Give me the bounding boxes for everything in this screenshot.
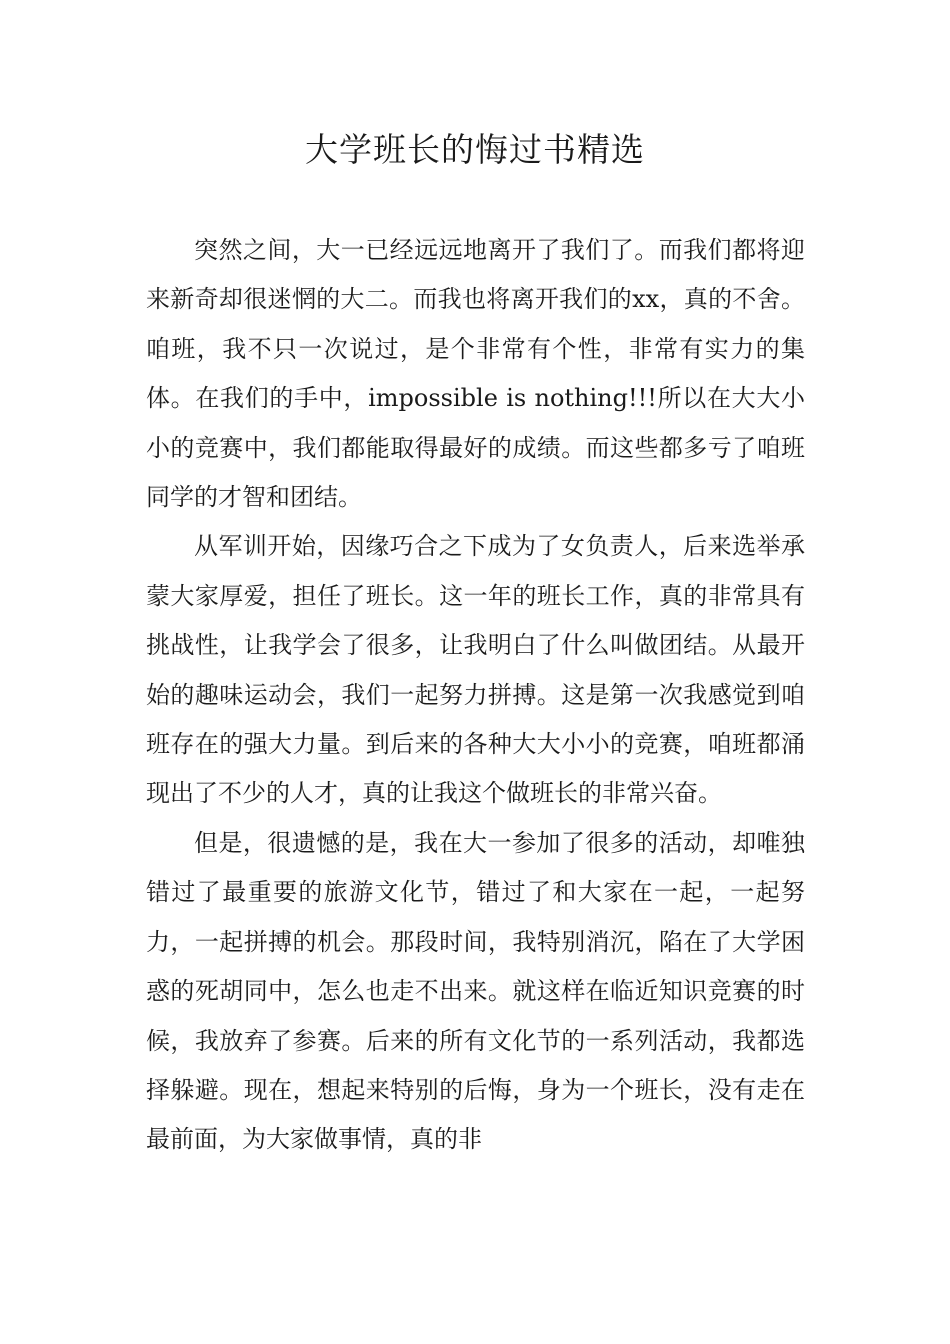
document-body	[146, 226, 805, 1165]
paragraph-1: 突然之间，大一已经远远地离开了我们了。而我们都将迎来新奇却很迷惘的大二。而我也将离开我们的xx，真的不舍。咱班，我不只一次说过，是个非常有个性，非常有实力的集体。在我们的手中，impossible is nothing!!!所以在大大小小的竞赛中，我们都能取得最好的成绩。而这些都多亏了咱班同学的才智和团结。	[146, 236, 805, 512]
paragraph-3: 但是，很遗憾的是，我在大一参加了很多的活动，却唯独错过了最重要的旅游文化节，错过了和大家在一起，一起努力，一起拼搏的机会。那段时间，我特别消沉，陷在了大学困惑的死胡同中，怎么也走不出来。就这样在临近知识竞赛的时候，我放弃了参赛。后来的所有文化节的一系列活动，我都选择躲避。现在，想起来特别的后悔，身为一个班长，没有走在最前面，为大家做事情，真的非	[146, 828, 805, 1154]
document-title: 大学班长的悔过书精选	[305, 130, 645, 169]
paragraph-2: 从军训开始，因缘巧合之下成为了女负责人，后来选举承蒙大家厚爱，担任了班长。这一年的班长工作，真的非常具有挑战性，让我学会了很多，让我明白了什么叫做团结。从最开始的趣味运动会，我们一起努力拼搏。这是第一次我感觉到咱班存在的强大力量。到后来的各种大大小小的竞赛，咱班都涌现出了不少的人才，真的让我这个做班长的非常兴奋。	[146, 532, 805, 808]
